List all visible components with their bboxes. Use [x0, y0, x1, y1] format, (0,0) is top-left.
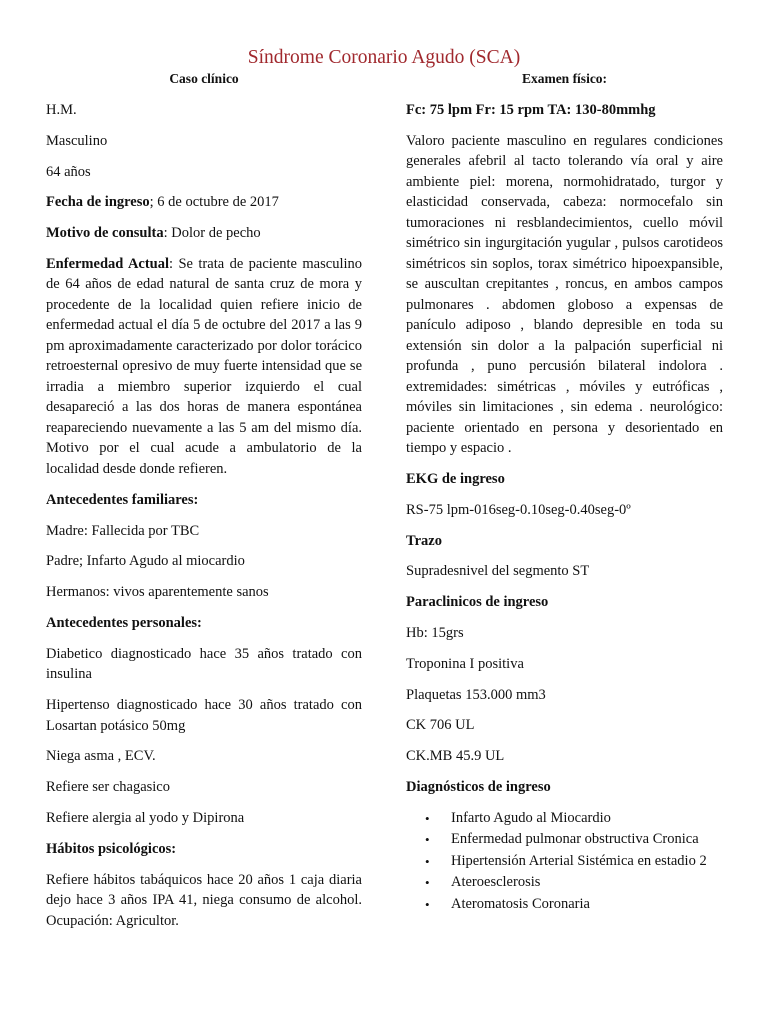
- patient-initials: H.M.: [46, 102, 77, 118]
- patient-sex: Masculino: [46, 132, 108, 149]
- trace-value: Supradesnivel del segmento ST: [406, 563, 590, 580]
- clinical-case-column: [46, 70, 362, 941]
- personal-history-heading: Antecedentes personales:: [46, 614, 202, 631]
- personal-history-item: Niega asma , ECV.: [46, 748, 156, 765]
- personal-history-item: Diabetico diagnosticado hace 35 años tratado con insulina: [46, 645, 362, 683]
- consultation-reason-value: : Dolor de pecho: [163, 225, 261, 242]
- personal-history-item: Refiere alergia al yodo y Dipirona: [46, 809, 245, 826]
- admission-date-value: ; 6 de octubre de 2017: [149, 194, 279, 211]
- family-history-item: Hermanos: vivos aparentemente sanos: [46, 584, 269, 601]
- bullet-icon: •: [425, 875, 430, 891]
- ekg-heading: EKG de ingreso: [406, 471, 505, 488]
- vital-signs: Fc: 75 lpm Fr: 15 rpm TA: 130-80mmhg: [406, 102, 656, 118]
- diagnosis-item: [406, 872, 723, 894]
- current-illness-label: Enfermedad Actual: [46, 255, 170, 272]
- bullet-icon: •: [425, 896, 430, 912]
- diagnosis-item: [406, 894, 723, 916]
- diagnoses-heading: Diagnósticos de ingreso: [406, 779, 551, 796]
- habits-text: Refiere hábitos tabáquicos hace 20 años 1 caja diaria dejo hace 3 años IPA 41, niega consumo de alcohol. Ocupación: Agricultor.: [46, 871, 362, 929]
- physical-exam-column: [406, 70, 723, 915]
- diagnosis-item: [406, 808, 723, 830]
- patient-age: 64 años: [46, 163, 91, 180]
- current-illness-text: : Se trata de paciente masculino de 64 años de edad natural de santa cruz de mora y procedente de la localidad quien refiere inicio de enfermedad actual el día 5 de octubre del 2017 a las 9 pm aproximadamente caracterizado por dolor torácico retroesternal opresivo de muy fuerte intensidad que se irradia a miembro superior izquierdo el cual desapareció a las dos horas de manera espontánea reapareciendo nuevamente a las 5 am del mismo día. Motivo por el cual acude a ambulatorio de la localidad desde donde refieren.: [46, 255, 362, 477]
- lab-item: Hb: 15grs: [406, 625, 464, 642]
- bullet-icon: •: [425, 832, 430, 848]
- labs-heading: Paraclinicos de ingreso: [406, 594, 549, 611]
- lab-item: CK.MB 45.9 UL: [406, 748, 505, 765]
- diagnosis-text: Enfermedad pulmonar obstructiva Cronica: [451, 831, 699, 848]
- physical-exam-heading: Examen físico:: [521, 71, 608, 86]
- trace-heading: Trazo: [406, 532, 442, 549]
- current-illness: [46, 254, 362, 480]
- admission-date-label: Fecha de ingreso: [46, 194, 150, 211]
- lab-item: Troponina I positiva: [406, 655, 524, 672]
- diagnoses-list: [406, 808, 723, 916]
- diagnosis-text: Hipertensión Arterial Sistémica en estadio 2: [451, 852, 707, 869]
- bullet-icon: •: [425, 810, 430, 826]
- diagnosis-item: [406, 829, 723, 851]
- diagnosis-item: [406, 851, 723, 873]
- family-history-item: Padre; Infarto Agudo al miocardio: [46, 553, 245, 570]
- bullet-icon: •: [425, 853, 430, 869]
- diagnosis-text: Ateroesclerosis: [451, 874, 541, 891]
- physical-exam-text: Valoro paciente masculino en regulares condiciones generales afebril al tacto tolerando vía oral y aire ambiente piel: morena, normohidratado, turgor y elasticidad conservada, cabeza: normocefalo sin tumoraciones ni resblandecimientos, cuello móvil simétrico sin ingurgitación yugular , pulsos carotideos simétricos sin soplos, torax simétrico hipoexpansible, se auscultan crepitantes , roncus, en ambos campos pulmonares . abdomen globoso a expensas de panículo adiposo , blando depresible en toda su extensión sin dolor a la palpación superficial ni profunda , puno percusión bilateral indolora . extremidades: simétricas , móviles y eutróficas , móviles sin limitaciones , sin edema . neurológico: paciente orientado en persona y desorientado en tiempo y espacio .: [406, 132, 723, 457]
- diagnosis-text: Ateromatosis Coronaria: [451, 895, 590, 912]
- lab-item: Plaquetas 153.000 mm3: [406, 686, 546, 703]
- admission-date: [46, 192, 362, 213]
- clinical-case-heading: Caso clínico: [169, 71, 239, 86]
- consultation-reason: [46, 223, 362, 244]
- diagnosis-text: Infarto Agudo al Miocardio: [451, 809, 611, 826]
- consultation-reason-label: Motivo de consulta: [46, 225, 164, 242]
- family-history-heading: Antecedentes familiares:: [46, 491, 199, 508]
- personal-history-item: Refiere ser chagasico: [46, 779, 170, 796]
- lab-item: CK 706 UL: [406, 717, 475, 734]
- family-history-item: Madre: Fallecida por TBC: [46, 522, 200, 539]
- habits-heading: Hábitos psicológicos:: [46, 840, 177, 857]
- ekg-value: RS-75 lpm-016seg-0.10seg-0.40seg-0º: [406, 501, 631, 518]
- document-title: Síndrome Coronario Agudo (SCA): [247, 47, 521, 68]
- personal-history-item: Hipertenso diagnosticado hace 30 años tratado con Losartan potásico 50mg: [46, 697, 362, 734]
